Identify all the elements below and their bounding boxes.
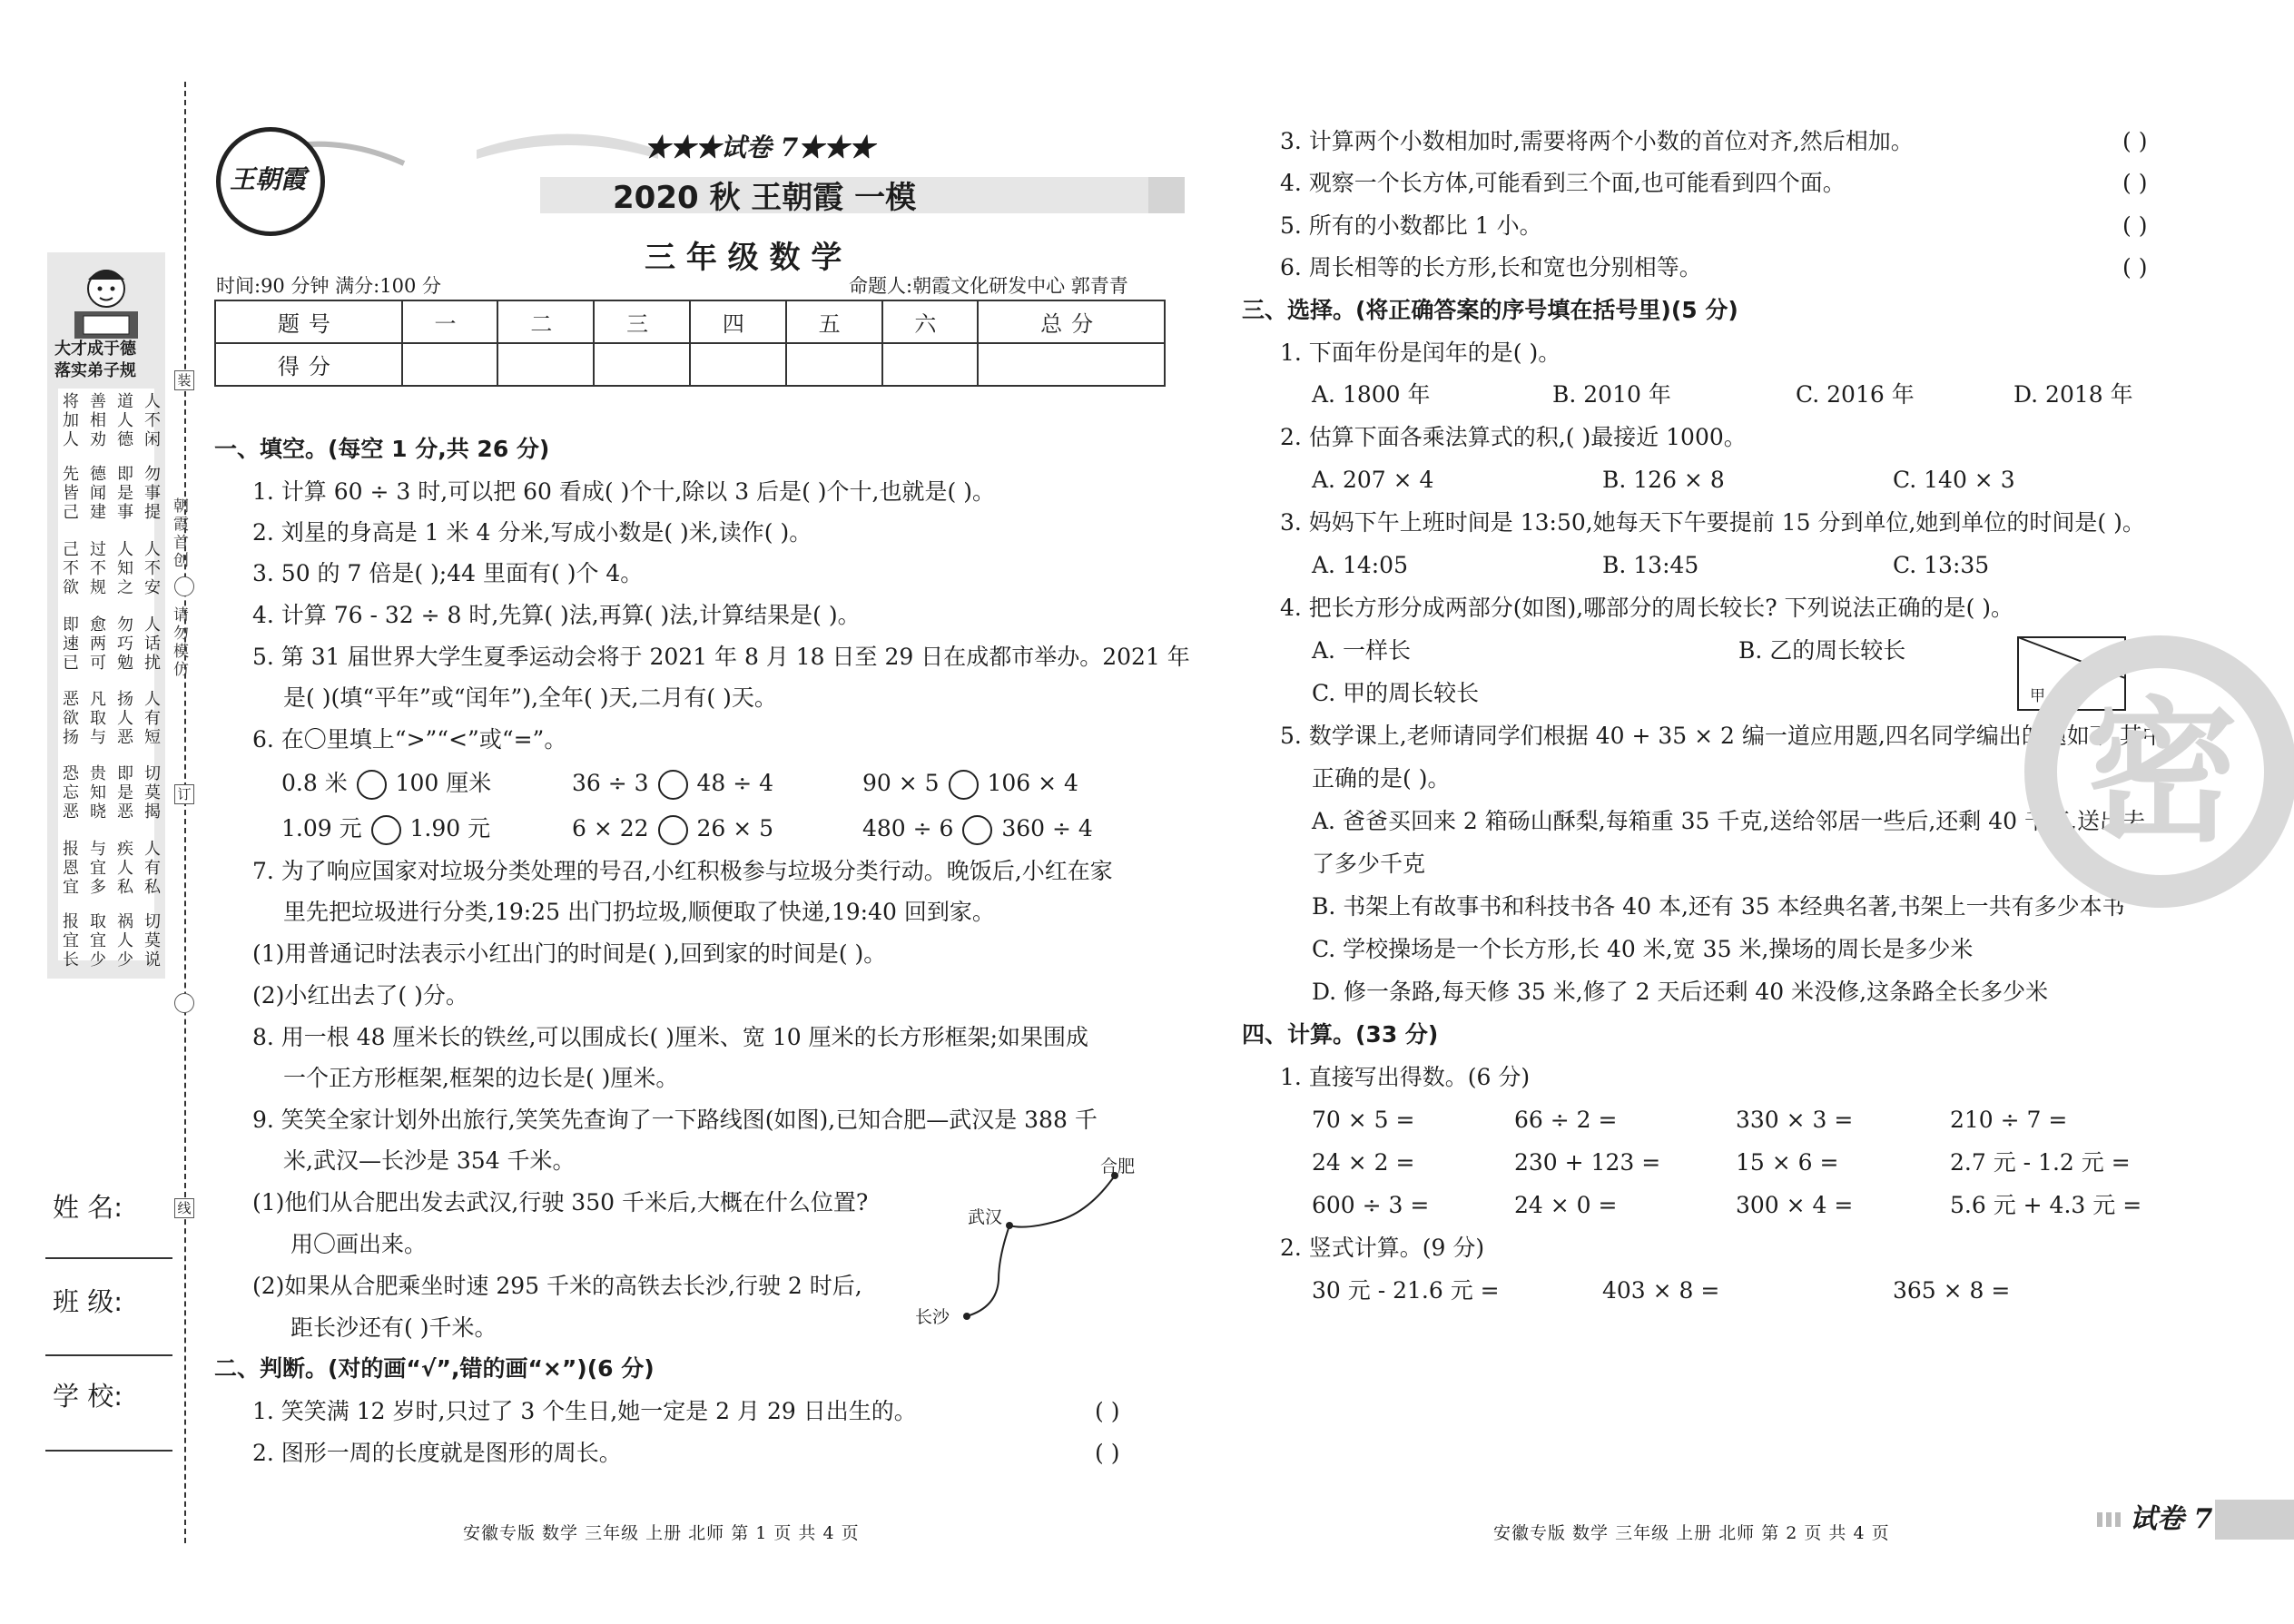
choice-option[interactable]: D. 修一条路,每天修 35 米,修了 2 天后还剩 40 米没修,这条路全长多少米 [1312,979,2049,1005]
choice-question-2: 2. 估算下面各乘法算式的积,( )最接近 1000。 [1280,424,1747,450]
confidential-watermark-seal [2024,635,2294,908]
choice-option[interactable]: A. 207 × 4 [1312,467,1434,493]
motto-line-1: 大才成于德 [54,340,136,359]
scholar-illustration [65,261,147,348]
compare-item: 6 × 22 26 × 5 [572,815,773,845]
judge-item-6: 6. 周长相等的长方形,长和宽也分别相等。 [1280,254,1702,281]
banner-title: ★★★试卷 7★★★ [645,133,875,162]
score-header-cell: 二 [497,300,594,343]
choice-question-5: 5. 数学课上,老师请同学们根据 40 + 35 × 2 编一道应用题,四名同学编出的题如下,其中 [1280,723,2165,749]
judge-bracket[interactable]: ( ) [2122,254,2148,281]
choice-option[interactable]: C. 2016 年 [1796,381,1915,408]
couplet-col-29: 报宜长 [60,912,79,969]
couplet-col-26: 与宜多 [87,840,106,897]
calc-item[interactable]: 2.7 元 - 1.2 元 = [1950,1149,2131,1176]
couplet-col-22: 贵知晓 [87,764,106,822]
school-label: 学 校: [53,1381,123,1412]
calc-part-1: 1. 直接写出得数。(6 分) [1280,1064,1531,1090]
score-cell[interactable] [690,343,786,386]
question-1-3: 3. 50 的 7 倍是( );44 里面有( )个 4。 [252,560,644,586]
choice-question-3: 3. 妈妈下午上班时间是 13:50,她每天下午要提前 15 分到单位,她到单位的时间是( )。 [1280,509,2145,536]
watermark-text: 密 [2084,682,2240,863]
vertical-label-no-copy: 请勿模仿 [170,606,188,679]
calc-item[interactable]: 330 × 3 = [1736,1107,1854,1133]
footer-right: 安徽专版 数学 三年级 上册 北师 第 2 页 共 4 页 [1493,1523,1890,1543]
binding-ring-1 [174,576,194,596]
couplet-col-31: 祸人少 [114,912,133,969]
judge-bracket[interactable]: ( ) [2122,212,2148,239]
couplet-col-10: 过不规 [87,540,106,597]
compare-item: 90 × 5 106 × 4 [862,770,1078,800]
judge-item-1: 1. 笑笑满 12 岁时,只过了 3 个生日,她一定是 2 月 29 日出生的。 [252,1398,917,1424]
score-header-cell: 四 [690,300,786,343]
question-1-8: 8. 用一根 48 厘米长的铁丝,可以围成长( )厘米、宽 10 厘米的长方形框架;如果围成 [252,1024,1089,1050]
choice-option[interactable]: C. 13:35 [1893,552,1990,578]
couplet-col-5: 先皆己 [60,465,79,522]
choice-option[interactable]: A. 14:05 [1312,552,1408,578]
question-1-9-2: (2)如果从合肥乘坐时速 295 千米的高铁去长沙,行驶 2 时后, [252,1273,862,1299]
couplet-col-27: 疾人私 [114,840,133,897]
question-1-7-cont: 里先把垃圾进行分类,19:25 出门扔垃圾,顺便取了快递,19:40 回到家。 [283,899,995,925]
choice-option[interactable]: C. 学校操场是一个长方形,长 40 米,宽 35 米,操场的周长是多少米 [1312,936,1974,962]
question-1-9-1-cont: 用〇画出来。 [290,1231,428,1257]
score-cell[interactable] [497,343,594,386]
couplet-col-11: 人知之 [114,540,133,597]
score-row-label: 得分 [215,343,402,386]
couplet-col-3: 道人德 [114,392,133,449]
couplet-col-23: 即是恶 [114,764,133,822]
footer-tag: 试卷 7 [2130,1503,2213,1535]
question-1-2: 2. 刘星的身高是 1 米 4 分米,写成小数是( )米,读作( )。 [252,519,812,546]
couplet-col-32: 切莫说 [142,912,161,969]
couplet-col-1: 将加人 [60,392,79,449]
compare-item: 0.8 米 100 厘米 [281,770,491,800]
calc-item[interactable]: 230 + 123 = [1514,1149,1661,1176]
calc-item[interactable]: 24 × 0 = [1514,1192,1618,1218]
compare-circle[interactable] [371,815,401,845]
question-1-7: 7. 为了响应国家对垃圾分类处理的号召,小红积极参与垃圾分类行动。晚饭后,小红在家 [252,858,1113,884]
figure-label-jia: 甲 [2030,687,2045,705]
couplet-col-17: 恶欲扬 [60,690,79,747]
compare-circle[interactable] [949,770,979,800]
couplet-col-19: 扬人恶 [114,690,133,747]
couplet-col-2: 善相劝 [87,392,106,449]
couplet-col-24: 切莫揭 [142,764,161,822]
couplet-col-6: 德闻建 [87,465,106,522]
calc-item[interactable]: 15 × 6 = [1736,1149,1839,1176]
name-label: 姓 名: [53,1192,123,1223]
choice-option[interactable]: B. 2010 年 [1552,381,1671,408]
compare-circle[interactable] [658,815,688,845]
couplet-col-21: 恐忘恶 [60,764,79,822]
choice-option-cont: 了多少千克 [1312,851,1426,877]
choice-question-1: 1. 下面年份是闰年的是( )。 [1280,340,1561,366]
question-1-8-cont: 一个正方形框架,框架的边长是( )厘米。 [283,1065,679,1091]
compare-item: 36 ÷ 3 48 ÷ 4 [572,770,773,800]
choice-option[interactable]: A. 1800 年 [1312,381,1431,408]
couplet-col-7: 即是事 [114,465,133,522]
choice-option[interactable]: A. 爸爸买回来 2 箱砀山酥梨,每箱重 35 千克,送给邻居一些后,还剩 40 千克,送出去 [1312,808,2145,834]
judge-bracket[interactable]: ( ) [2122,128,2148,154]
question-1-1: 1. 计算 60 ÷ 3 时,可以把 60 看成( )个十,除以 3 后是( )个十,也就是( )。 [252,478,995,505]
question-1-9-2-cont: 距长沙还有( )千米。 [290,1314,497,1341]
footer-tag-stripe [2215,1500,2294,1540]
score-cell[interactable] [594,343,690,386]
calc-item[interactable]: 600 ÷ 3 = [1312,1192,1430,1218]
couplet-col-25: 报恩宜 [60,840,79,897]
compare-item: 480 ÷ 6 360 ÷ 4 [862,815,1093,845]
question-1-9-cont: 米,武汉—长沙是 354 千米。 [283,1147,576,1174]
choice-question-4: 4. 把长方形分成两部分(如图),哪部分的周长较长? 下列说法正确的是( )。 [1280,595,2014,621]
couplet-col-4: 人不闲 [142,392,161,449]
judge-bracket[interactable]: ( ) [1095,1440,1120,1466]
judge-item-2: 2. 图形一周的长度就是图形的周长。 [252,1440,622,1466]
judge-item-4: 4. 观察一个长方体,可能看到三个面,也可能看到四个面。 [1280,170,1846,196]
couplet-col-16: 人话扰 [142,615,161,673]
binding-label-ding: 订 [174,784,194,804]
couplet-col-12: 人不安 [142,540,161,597]
question-1-7-1: (1)用普通记时法表示小红出门的时间是( ),回到家的时间是( )。 [252,940,887,967]
section-2-title: 二、判断。(对的画“√”,错的画“×”)(6 分) [214,1355,655,1382]
section-1-title: 一、填空。(每空 1 分,共 26 分) [214,436,550,462]
time-info: 时间:90 分钟 满分:100 分 [216,275,441,297]
compare-item: 1.09 元 1.90 元 [281,815,490,845]
brand-logo [216,127,325,236]
choice-option[interactable]: A. 一样长 [1312,637,1411,664]
question-1-6: 6. 在〇里填上“>”“<”或“=”。 [252,726,567,753]
question-1-5-cont: 是( )(填“平年”或“闰年”),全年( )天,二月有( )天。 [283,684,777,711]
class-label: 班 级: [53,1286,123,1317]
score-header-cell: 一 [402,300,498,343]
binding-line [184,82,186,1543]
couplet-col-14: 愈两可 [87,615,106,673]
calc-item[interactable]: 24 × 2 = [1312,1149,1415,1176]
author-info: 命题人:朝霞文化研发中心 郭青青 [849,275,1128,297]
question-1-5: 5. 第 31 届世界大学生夏季运动会将于 2021 年 8 月 18 日至 29 日在成都市举办。2021 年 [252,644,1190,670]
choice-option[interactable]: C. 甲的周长较长 [1312,680,1480,706]
choice-option[interactable]: D. 2018 年 [2013,381,2133,408]
question-1-4: 4. 计算 76 - 32 ÷ 8 时,先算( )法,再算( )法,计算结果是( )。 [252,602,861,628]
score-table [214,300,1166,387]
question-1-7-2: (2)小红出去了( )分。 [252,982,468,1009]
compare-circle[interactable] [357,770,387,800]
motto-line-2: 落实弟子规 [54,361,136,380]
section-4-title: 四、计算。(33 分) [1242,1021,1439,1048]
question-1-9: 9. 笑笑全家计划外出旅行,笑笑先查询了一下路线图(如图),已知合肥—武汉是 388 千 [252,1107,1098,1133]
vertical-label-original: 朝霞首创 [170,497,188,570]
judge-item-3: 3. 计算两个小数相加时,需要将两个小数的首位对齐,然后相加。 [1280,128,1914,154]
figure-label-yi: 乙 [2095,662,2111,680]
judge-item-5: 5. 所有的小数都比 1 小。 [1280,212,1542,239]
judge-bracket[interactable]: ( ) [2122,170,2148,196]
score-header-cell: 五 [786,300,882,343]
couplet-col-13: 即速已 [60,615,79,673]
calc-item[interactable]: 210 ÷ 7 = [1950,1107,2068,1133]
vertical-calc-item[interactable]: 365 × 8 = [1893,1277,2011,1304]
binding-label-zhuang: 装 [174,370,194,390]
score-cell[interactable] [978,343,1165,386]
compare-circle[interactable] [962,815,992,845]
footer-tag-dots [2097,1512,2124,1527]
choice-option[interactable]: B. 13:45 [1602,552,1699,578]
choice-option[interactable]: B. 126 × 8 [1602,467,1725,493]
judge-bracket[interactable]: ( ) [1095,1398,1120,1424]
score-cell[interactable] [402,343,498,386]
calc-item[interactable]: 66 ÷ 2 = [1514,1107,1618,1133]
score-header-cell: 三 [594,300,690,343]
calc-item[interactable]: 5.6 元 + 4.3 元 = [1950,1192,2142,1218]
school-field[interactable] [45,1450,172,1452]
score-cell[interactable] [882,343,979,386]
couplet-col-20: 人有短 [142,690,161,747]
map-label-wuhan: 武汉 [968,1207,1003,1227]
choice-option[interactable]: B. 书架上有故事书和科技书各 40 本,还有 35 本经典名著,书架上一共有多少本书 [1312,893,2125,920]
couplet-col-8: 勿事提 [142,465,161,522]
class-field[interactable] [45,1354,172,1356]
couplet-col-30: 取宜少 [87,912,106,969]
couplet-col-28: 人有私 [142,840,161,897]
exam-name: 2020 秋 王朝霞 一模 [613,180,917,216]
couplet-col-15: 勿巧勉 [114,615,133,673]
score-header-cell: 题号 [215,300,402,343]
choice-option[interactable]: C. 140 × 3 [1893,467,2015,493]
logo-text: 王朝霞 [230,164,307,194]
score-cell[interactable] [786,343,882,386]
calc-part-2: 2. 竖式计算。(9 分) [1280,1235,1485,1261]
couplet-col-9: 己不欲 [60,540,79,597]
vertical-calc-item[interactable]: 403 × 8 = [1602,1277,1720,1304]
section-3-title: 三、选择。(将正确答案的序号填在括号里)(5 分) [1242,297,1738,323]
name-field[interactable] [45,1257,172,1259]
couplet-col-18: 凡取与 [87,690,106,747]
binding-label-xian: 线 [174,1198,194,1218]
choice-option[interactable]: B. 乙的周长较长 [1738,637,1906,664]
binding-ring-2 [174,993,194,1013]
question-1-9-1: (1)他们从合肥出发去武汉,行驶 350 千米后,大概在什么位置? [252,1189,869,1216]
score-header-cell: 六 [882,300,979,343]
calc-item[interactable]: 300 × 4 = [1736,1192,1854,1218]
compare-circle[interactable] [658,770,688,800]
footer-left: 安徽专版 数学 三年级 上册 北师 第 1 页 共 4 页 [463,1523,860,1543]
subject-title: 三 年 级 数 学 [645,240,842,276]
choice-question-5-cont: 正确的是( )。 [1312,765,1451,792]
map-label-changsha: 长沙 [915,1307,950,1327]
vertical-calc-item[interactable]: 30 元 - 21.6 元 = [1312,1277,1500,1304]
score-header-cell: 总分 [978,300,1165,343]
map-label-hefei: 合肥 [1100,1156,1136,1176]
calc-item[interactable]: 70 × 5 = [1312,1107,1415,1133]
